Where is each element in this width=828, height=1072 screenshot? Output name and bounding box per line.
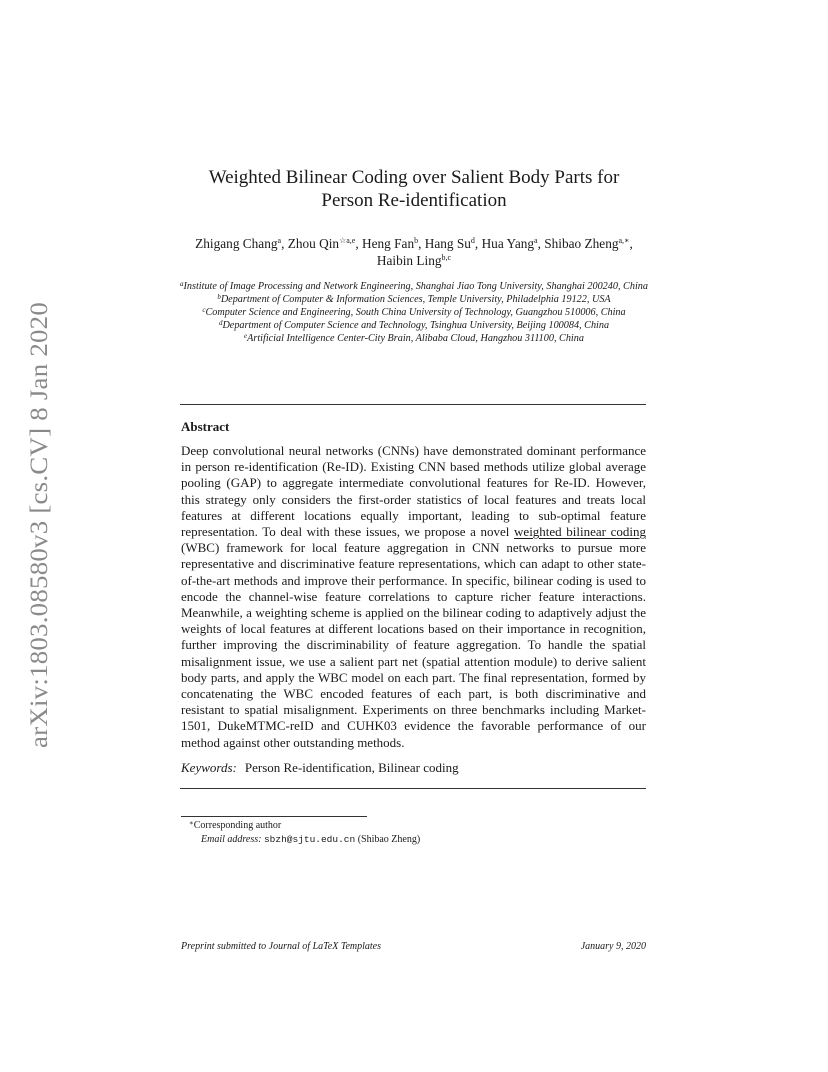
affiliation-list xyxy=(150,280,678,345)
paper-title xyxy=(150,166,678,212)
affiliation: $^d$Department of Computer Science and Technology, Tsinghua University, Beijing 100084, China xyxy=(218,319,610,331)
affiliation: $^b$Department of Computer & Information Sciences, Temple University, Philadelphia 19122, USA xyxy=(217,293,611,305)
keywords-text: Person Re-identification, Bilinear coding xyxy=(244,760,459,775)
footnote-rule xyxy=(181,816,367,817)
title-line-1: Weighted Bilinear Coding over Salient Body Parts for xyxy=(208,167,620,188)
author: Zhou Qin$^{☆a,e}$, xyxy=(287,236,363,251)
author: Haibin Ling$^{b,c}$ xyxy=(376,253,452,268)
footnote: ∗Corresponding author Email address: sbzh@sjtu.edu.cn (Shibao Zheng) xyxy=(189,819,421,845)
affiliation: $^a$Institute of Image Processing and Network Engineering, Shanghai Jiao Tong University, Shanghai 200240, China xyxy=(180,280,648,292)
title-line-2: Person Re-identification xyxy=(321,190,507,211)
author: Hua Yang$^a$, xyxy=(481,236,545,251)
abstract-text: Deep convolutional neural networks (CNNs) have demonstrated dominant performance in person re-identification (Re-ID). Existing CNN based methods utilize global average pooling (GAP) to aggregate intermediate convolutional features for Re-ID. However, this strategy only considers the first-order statistics of local features and treats local features at different locations equally important, leading to sub-optimal feature representation. To deal with these issues, we propose a novel weighted bilinear coding (WBC) framework for local feature aggregation in CNN networks to pursue more representative and discriminative feature representations, which can adapt to other state-of-the-art methods and improve their performance. In specific, bilinear coding is used to encode the channel-wise feature correlations to capture richer feature interactions. Meanwhile, a weighting scheme is applied on the bilinear coding to adaptively adjust the weights of local features at different locations based on their importance in recognition, further improving the discriminability of feature aggregation. To handle the spatial misalignment issue, we use a salient part net (spatial attention module) to derive salient body parts, and apply the WBC model on each part. The final representation, formed by concatenating the WBC encoded features of each part, is both discriminative and resistant to spatial misalignment. Experiments on three benchmarks including Market-1501, DukeMTMC-reID and CUHK03 evidence the favorable performance of our method against other outstanding methods. xyxy=(181,443,646,750)
email-address: sbzh@sjtu.edu.cn xyxy=(263,834,356,845)
author: Heng Fan$^b$, xyxy=(362,236,425,251)
preprint-date: January 9, 2020 xyxy=(580,941,646,952)
keywords-label: Keywords: xyxy=(181,760,237,775)
corresponding-author-note: Corresponding author xyxy=(193,820,282,831)
abstract-heading: Abstract xyxy=(181,419,230,434)
author-list xyxy=(150,235,678,269)
keywords xyxy=(181,760,459,776)
affiliation: $^c$Computer Science and Engineering, South China University of Technology, Guangzhou 510006, China xyxy=(202,306,626,318)
author: Zhigang Chang$^a$, xyxy=(195,236,288,251)
author: Shibao Zheng$^{a,∗}$, xyxy=(544,236,633,251)
email-owner: (Shibao Zheng) xyxy=(357,834,421,845)
email-label: Email address: xyxy=(201,834,262,845)
abstract-highlight: weighted bilinear coding xyxy=(514,524,646,540)
arxiv-id-text: arXiv:1803.08580v3 [cs.CV] 8 Jan 2020 xyxy=(26,333,53,748)
author: Hang Su$^d$, xyxy=(424,236,482,251)
abstract-top-rule xyxy=(180,404,646,405)
arxiv-identifier-stamp xyxy=(4,300,64,750)
affiliation: $^e$Artificial Intelligence Center-City Brain, Alibaba Cloud, Hangzhou 311100, China xyxy=(244,332,584,344)
abstract-bottom-rule xyxy=(180,788,646,789)
preprint-note: Preprint submitted to Journal of LaTeX Templates xyxy=(181,941,382,952)
